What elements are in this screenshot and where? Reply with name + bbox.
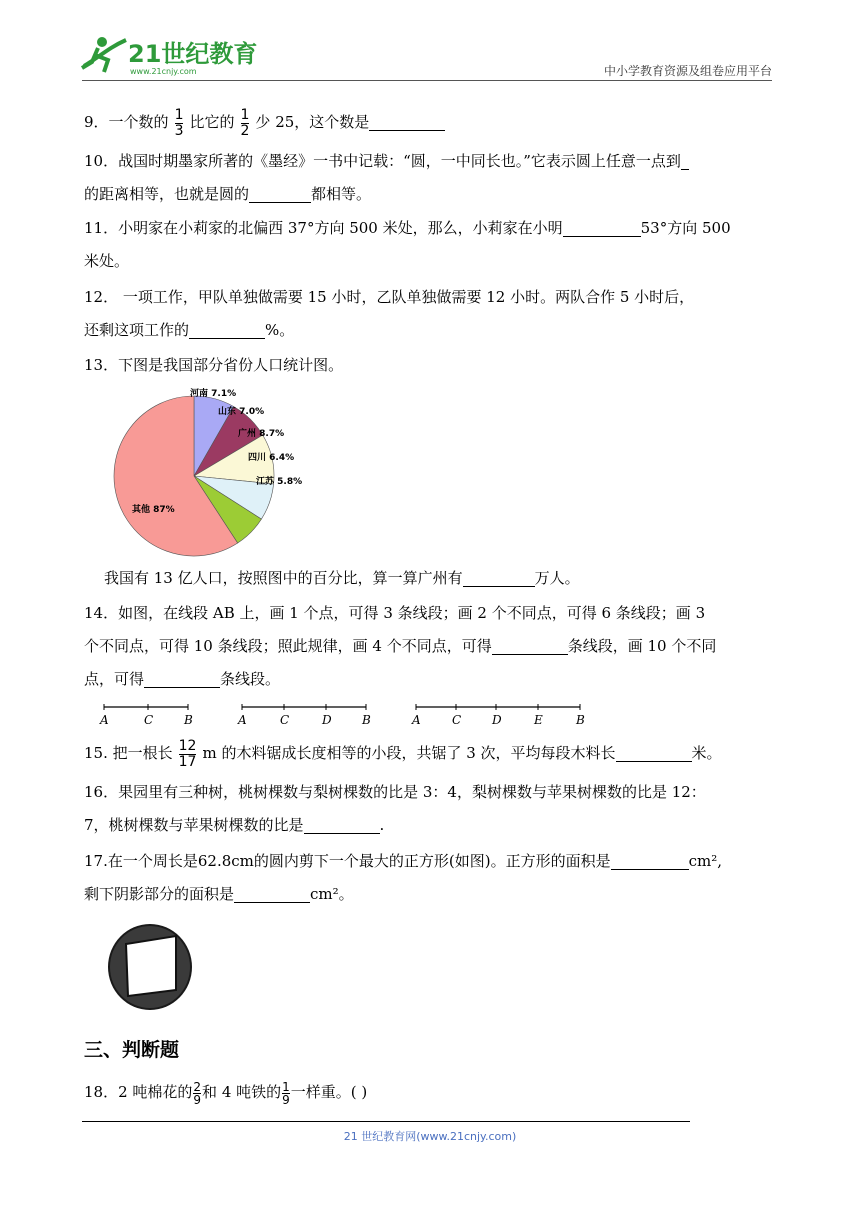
answer-blank: [304, 815, 380, 834]
section-title: 三、判断题: [84, 1039, 180, 1061]
segment-point-label: D: [322, 713, 332, 727]
segment-point-label: E: [534, 713, 543, 727]
question-11: 11．小明家在小莉家的北偏西 37°方向 500 米处，那么，小莉家在小明 53°方向 500 米处。: [84, 219, 731, 270]
segment-point-label: B: [576, 713, 585, 727]
fraction: $\frac{1}{2}$: [240, 106, 250, 139]
fraction: $\frac{1}{9}$: [282, 1079, 290, 1107]
pie-label-4: 四川 6.4%: [248, 453, 295, 463]
fraction: $\frac{12}{17}$: [178, 737, 197, 770]
footer-divider: [82, 1121, 690, 1122]
circle-square-figure: [106, 922, 196, 1012]
segment-point-label: C: [452, 713, 462, 727]
logo: [78, 28, 258, 80]
pie-label-1: 河南 7.1%: [190, 389, 237, 399]
question-16: 16．果园里有三种树，桃树棵数与梨树棵数的比是 3：4，梨树棵数与苹果树棵数的比是 12： 7，桃树棵数与苹果树棵数的比是 .: [84, 783, 706, 834]
question-17: 17.在一个周长是62.8cm的圆内剪下一个最大的正方形(如图)。正方形的面积是 cm², 剩下阴影部分的面积是 cm²。: [84, 852, 722, 903]
answer-blank: [616, 743, 692, 762]
answer-blank: [463, 568, 535, 587]
segment-point-label: D: [492, 713, 502, 727]
question-9: 9．一个数的 $\frac{1}{3}$ 比它的 $\frac{1}{2}$ 少 25，这个数是: [84, 106, 776, 139]
answer-blank: [563, 218, 641, 237]
question-18: 18．2 吨棉花的 $\frac{2}{9}$ 和 4 吨铁的 $\frac{1}{9}$ 一样重。( ): [84, 1079, 368, 1107]
answer-blank: [681, 151, 689, 170]
segment-point-label: C: [144, 713, 154, 727]
question-13: 13．下图是我国部分省份人口统计图。: [84, 356, 344, 374]
question-15: 15. 把一根长 $\frac{12}{17}$ m 的木料锯成长度相等的小段，共锯了 3 次，平均每段木料长 米。: [84, 737, 722, 770]
answer-blank: [144, 669, 220, 688]
platform-label: 中小学教育资源及组卷应用平台: [603, 64, 772, 78]
pie-chart: [110, 388, 370, 568]
answer-blank: [369, 112, 445, 131]
segment-point-label: B: [362, 713, 371, 727]
answer-blank: [492, 636, 568, 655]
segment-point-label: A: [100, 713, 109, 727]
svg-text:21世纪教育: 21世纪教育: [128, 40, 258, 68]
segment-diagrams: [90, 700, 690, 730]
answer-blank: [189, 320, 265, 339]
answer-blank: [611, 851, 689, 870]
pie-label-5: 江苏 5.8%: [256, 477, 303, 487]
pie-label-6: 其他 87%: [132, 505, 175, 515]
question-13-prompt: 我国有 13 亿人口，按照图中的百分比，算一算广州有 万人。: [104, 569, 580, 587]
footer: 21 世纪教育网(www.21cnjy.com): [343, 1130, 517, 1143]
answer-blank: [249, 184, 311, 203]
pie-label-2: 山东 7.0%: [218, 407, 265, 417]
header-divider: [82, 80, 772, 81]
question-10: 10．战国时期墨家所著的《墨经》一书中记载：“圆，一中同长也。”它表示圆上任意一点到 的距离相等，也就是圆的 都相等。: [84, 145, 776, 211]
segment-point-label: A: [238, 713, 247, 727]
segment-point-label: B: [184, 713, 193, 727]
pie-label-3: 广州 8.7%: [238, 429, 285, 439]
question-14: 14．如图，在线段 AB 上，画 1 个点，可得 3 条线段；画 2 个不同点，可得 6 条线段；画 3 个不同点，可得 10 条线段；照此规律，画 4 个不同点，可得 条线段，画 10 个不同 点，可得 条线段。: [84, 604, 717, 688]
svg-text:www.21cnjy.com: www.21cnjy.com: [130, 67, 197, 76]
fraction: $\frac{1}{3}$: [174, 106, 184, 139]
answer-blank: [234, 884, 310, 903]
segment-point-label: C: [280, 713, 290, 727]
fraction: $\frac{2}{9}$: [193, 1079, 202, 1107]
segment-point-label: A: [412, 713, 421, 727]
question-12: 12． 一项工作，甲队单独做需要 15 小时，乙队单独做需要 12 小时。两队合作 5 小时后， 还剩这项工作的 %。: [84, 288, 695, 339]
